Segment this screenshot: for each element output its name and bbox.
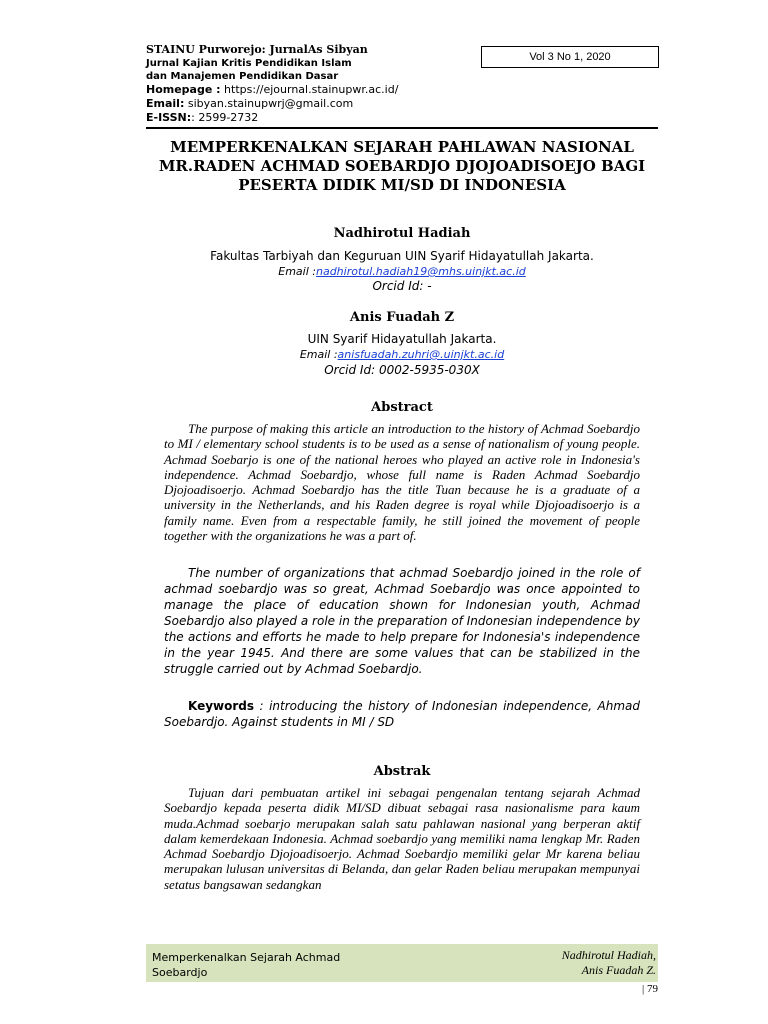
- eissn-line: [146, 111, 476, 125]
- author-2-affiliation: UIN Syarif Hidayatullah Jakarta.: [307, 332, 497, 346]
- author-1-affiliation: Fakultas Tarbiyah dan Keguruan UIN Syarif Hidayatullah Jakarta.: [210, 249, 594, 263]
- abstract-heading: Abstract: [371, 400, 433, 415]
- abstrak-heading: Abstrak: [373, 764, 431, 779]
- author-1-email-line: [146, 265, 658, 278]
- eissn-value: : 2599-2732: [191, 111, 259, 124]
- journal-header: [146, 43, 476, 125]
- email-label: Email:: [146, 97, 185, 110]
- author-2-email-line: [146, 348, 658, 361]
- journal-subtitle-2: dan Manajemen Pendidikan Dasar: [146, 71, 339, 82]
- header-divider: [146, 127, 658, 129]
- footer-author-1: Nadhirotul Hadiah,: [561, 948, 656, 962]
- title-line-3: PESERTA DIDIK MI/SD DI INDONESIA: [238, 176, 566, 194]
- title-line-1: MEMPERKENALKAN SEJARAH PAHLAWAN NASIONAL: [170, 138, 634, 156]
- footer-authors: [500, 948, 656, 978]
- author-1-orcid: Orcid Id: -: [372, 279, 432, 293]
- author-1-email-label: Email :: [278, 265, 316, 278]
- journal-subtitle-1: Jurnal Kajian Kritis Pendidikan Islam: [146, 58, 352, 69]
- keywords-label: Keywords: [188, 699, 255, 713]
- homepage-url[interactable]: https://ejournal.stainupwr.ac.id/: [224, 83, 399, 96]
- journal-name: STAINU Purworejo: JurnalAs Sibyan: [146, 43, 368, 56]
- eissn-label: E-ISSN:: [146, 111, 192, 124]
- page-number: | 79: [642, 983, 658, 995]
- author-2-name: Anis Fuadah Z: [349, 310, 455, 325]
- homepage-line: [146, 83, 476, 97]
- article-title: [146, 138, 658, 195]
- abstract-paragraph-1: The purpose of making this article an introduction to the history of Achmad Soebardjo to MI / elementary school students is to be used as a sense of nationalism of young people. Achmad Soebarjo is one of the national heroes who played an active role in Indonesia's independence. Achmad Soebardjo, whose full name is Raden Achmad Soebardjo Djojoadisoerjo. Achmad Soebardjo has the title Tuan because he is a graduate of a university in the Netherlands, and his Raden degree is royal while Djojoadisoerjo is a family name. Even from a respectable family, he still joined the movement of people together with the organizations he was a part of.: [164, 421, 640, 544]
- author-2-email-link[interactable]: anisfuadah.zuhri@.uinjkt.ac.id: [337, 348, 505, 361]
- volume-box: Vol 3 No 1, 2020: [481, 46, 659, 68]
- keywords-line: [164, 698, 640, 730]
- email-line: [146, 97, 476, 111]
- homepage-label: Homepage :: [146, 83, 221, 96]
- footer-author-2: Anis Fuadah Z.: [581, 963, 656, 977]
- journal-email[interactable]: sibyan.stainupwrj@gmail.com: [187, 97, 354, 110]
- author-1-email-link[interactable]: nadhirotul.hadiah19@mhs.uinjkt.ac.id: [315, 265, 526, 278]
- author-2-orcid: Orcid Id: 0002-5935-030X: [324, 363, 480, 377]
- author-2-email-label: Email :: [299, 348, 338, 361]
- footer-running-title: Memperkenalkan Sejarah Achmad Soebardjo: [152, 951, 341, 979]
- abstract-paragraph-2: The number of organizations that achmad Soebardjo joined in the role of achmad soebardjo was so great, Achmad Soebardjo was once appointed to manage the place of education shown for Indonesian youth, Achmad Soebardjo also played a role in the preparation of Indonesian independence by the actions and efforts he made to help prepare for Indonesia's independence in the year 1945. And there are some values that can be stabilized in the struggle carried out by Achmad Soebardjo.: [164, 566, 640, 676]
- title-line-2: MR.RADEN ACHMAD SOEBARDJO DJOJOADISOEJO BAGI: [158, 157, 646, 175]
- author-1-name: Nadhirotul Hadiah: [333, 226, 471, 241]
- keywords-text: : introducing the history of Indonesian independence, Ahmad Soebardjo. Against students in MI / SD: [164, 699, 640, 729]
- abstrak-paragraph-1: Tujuan dari pembuatan artikel ini sebagai pengenalan tentang sejarah Achmad Soebardjo kepada peserta didik MI/SD dibuat sebagai rasa nasionalisme para kaum muda.Achmad soebarjo merupakan salah satu pahlawan nasional yang berperan aktif dalam kemerdekaan Indonesia. Achmad soebardjo yang memiliki nama lengkap Mr. Raden Achmad Soebardjo Djojoadisoerjo. Achmad Soebardjo memiliki gelar Mr karena beliau merupakan lulusan universitas di Belanda, dan gelar Raden beliau merupakan mempunyai setatus bangsawan sedangkan: [164, 785, 640, 892]
